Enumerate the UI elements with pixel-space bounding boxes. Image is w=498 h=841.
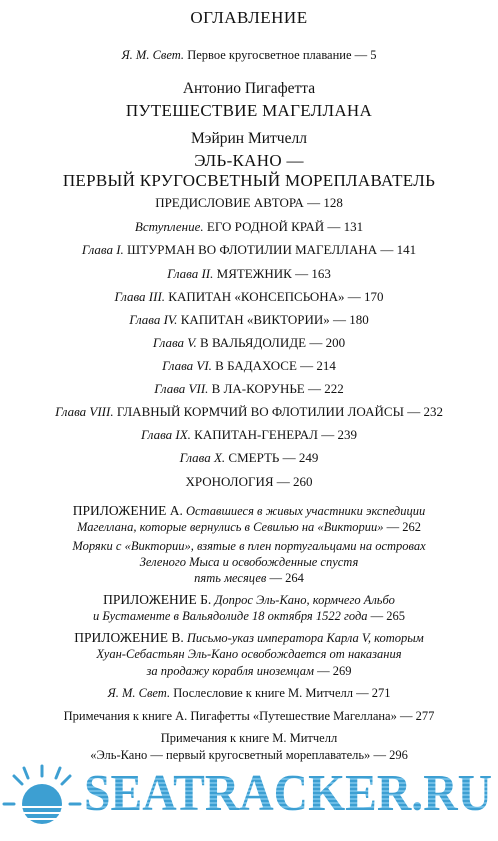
entry-title: СМЕРТЬ	[228, 450, 280, 465]
sailors-line3	[0, 571, 498, 586]
entry-title: ХРОНОЛОГИЯ	[185, 474, 274, 489]
appendix-text: Хуан-Себастьян Эль-Кано освобождается от наказания	[96, 647, 402, 661]
entry-page: — 5	[354, 48, 377, 62]
appendix-text: Письмо-указ императора Карла V, которым	[186, 631, 424, 645]
toc-entry-chapter	[0, 404, 498, 420]
entry-page: — 180	[333, 312, 369, 327]
appendix-label: ПРИЛОЖЕНИЕ А.	[72, 503, 183, 518]
toc-entry-chapter	[0, 358, 498, 374]
entry-label: Глава V.	[152, 335, 197, 350]
toc-entry-chapter	[0, 266, 498, 282]
sailors-line1	[0, 539, 498, 554]
sun-icon	[4, 766, 80, 824]
entry-page: — 249	[282, 450, 319, 465]
appendix-text: и Бустаменте в Вальядолиде 18 октября 1522 года	[92, 609, 368, 623]
toc-entry-chapter	[0, 335, 498, 351]
entry-page: — 269	[317, 664, 352, 678]
entry-page: — 131	[327, 219, 364, 234]
entry-page: — 232	[407, 404, 443, 419]
entry-label: Глава II.	[167, 266, 214, 281]
appendix-text: Магеллана, которые вернулись в Севилью на «Виктории»	[76, 520, 384, 534]
toc-entry-notes1	[0, 709, 498, 724]
entry-page: — 296	[373, 748, 408, 762]
toc-entry-chapter	[0, 381, 498, 397]
appendix-text: пять месяцев	[194, 571, 267, 585]
appendix-c-line3	[0, 664, 498, 679]
book2-title2-text: ПЕРВЫЙ КРУГОСВЕТНЫЙ МОРЕПЛАВАТЕЛЬ	[62, 171, 436, 190]
book1-author	[0, 80, 498, 98]
entry-label: Глава IX.	[141, 427, 191, 442]
entry-title: ЕГО РОДНОЙ КРАЙ	[206, 219, 325, 234]
toc-entry-chapter	[0, 312, 498, 328]
toc-entry-foreword	[0, 48, 498, 63]
toc-entry-preface	[0, 195, 498, 211]
appendix-text: Оставшиеся в живых участники экспедиции	[186, 504, 426, 518]
entry-title: ШТУРМАН ВО ФЛОТИЛИИ МАГЕЛЛАНА	[127, 242, 378, 257]
toc-heading	[0, 8, 498, 28]
book2-author	[0, 130, 498, 148]
entry-title: Примечания к книге А. Пигафетты «Путешествие Магеллана»	[63, 709, 397, 723]
entry-page: — 271	[356, 686, 391, 700]
entry-label: Вступление.	[134, 219, 204, 234]
appendix-text: Зеленого Мыса и освобожденные спустя	[139, 555, 359, 569]
appendix-text: Моряки с «Виктории», взятые в плен португальцами на островах	[72, 539, 426, 553]
entry-page: — 277	[399, 709, 435, 723]
toc-entry-afterword	[0, 686, 498, 701]
book2-title-line1	[0, 151, 498, 171]
book1-title-text: ПУТЕШЕСТВИЕ МАГЕЛЛАНА	[125, 101, 373, 120]
entry-title: КАПИТАН «ВИКТОРИИ»	[180, 312, 330, 327]
entry-label: Глава I.	[81, 242, 124, 257]
toc-entry-chapter	[0, 289, 498, 305]
book2-title1-text: ЭЛЬ-КАНО —	[194, 151, 304, 170]
entry-title: Послесловие к книге М. Митчелл	[173, 686, 353, 700]
entry-title: «Эль-Кано — первый кругосветный мореплаватель»	[90, 748, 371, 762]
book1-title	[0, 101, 498, 121]
watermark-text: SEATRACKER.RU	[84, 765, 492, 822]
entry-label: Глава VIII.	[55, 404, 114, 419]
book1-author-text: Антонио Пигафетта	[182, 80, 316, 97]
entry-title: Примечания к книге М. Митчелл	[160, 731, 338, 745]
toc-entry-chronology	[0, 474, 498, 490]
entry-label: Глава III.	[114, 289, 166, 304]
toc-heading-text: ОГЛАВЛЕНИЕ	[190, 8, 308, 27]
entry-page: — 163	[295, 266, 331, 281]
toc-entry-intro	[0, 219, 498, 235]
entry-author: Я. М. Свет.	[107, 686, 171, 700]
appendix-a-line1	[0, 503, 498, 519]
toc-entry-chapter	[0, 427, 498, 443]
toc-entry-notes2-line1	[0, 731, 498, 746]
appendix-b-line1	[0, 592, 498, 608]
book2-title-line2	[0, 171, 498, 191]
entry-title: МЯТЕЖНИК	[216, 266, 292, 281]
entry-title: КАПИТАН-ГЕНЕРАЛ	[194, 427, 318, 442]
entry-page: — 260	[276, 474, 313, 489]
entry-page: — 264	[269, 571, 304, 585]
entry-author: Я. М. Свет.	[121, 48, 185, 62]
entry-page: — 262	[386, 520, 422, 534]
entry-label: Глава VI.	[162, 358, 212, 373]
entry-page: — 141	[380, 242, 417, 257]
entry-title: Первое кругосветное плавание	[187, 48, 352, 62]
appendix-b-line2	[0, 609, 498, 624]
appendix-text: Допрос Эль-Кано, кормчего Альбо	[214, 593, 395, 607]
appendix-text: за продажу корабля иноземцам	[146, 664, 314, 678]
toc-entry-chapter	[0, 242, 498, 258]
entry-page: — 222	[308, 381, 344, 396]
entry-page: — 265	[370, 609, 406, 623]
entry-label: Глава X.	[179, 450, 226, 465]
entry-title: КАПИТАН «КОНСЕПСЬОНА»	[168, 289, 345, 304]
sailors-line2	[0, 555, 498, 570]
entry-label: Глава IV.	[129, 312, 178, 327]
appendix-label: ПРИЛОЖЕНИЕ В.	[74, 630, 184, 645]
entry-title: ГЛАВНЫЙ КОРМЧИЙ ВО ФЛОТИЛИИ ЛОАЙСЫ	[116, 404, 404, 419]
entry-page: — 128	[307, 195, 343, 210]
entry-title: ПРЕДИСЛОВИЕ АВТОРА	[155, 195, 304, 210]
appendix-a-line2	[0, 520, 498, 535]
entry-page: — 239	[321, 427, 357, 442]
entry-title: В ЛА-КОРУНЬЕ	[211, 381, 305, 396]
entry-label: Глава VII.	[154, 381, 209, 396]
appendix-c-line1	[0, 630, 498, 646]
entry-title: В БАДАХОСЕ	[215, 358, 297, 373]
toc-entry-chapter	[0, 450, 498, 466]
entry-page: — 170	[347, 289, 384, 304]
appendix-label: ПРИЛОЖЕНИЕ Б.	[103, 592, 212, 607]
entry-page: — 200	[309, 335, 346, 350]
watermark-logo	[0, 752, 498, 832]
book2-author-text: Мэйрин Митчелл	[191, 130, 307, 147]
entry-title: В ВАЛЬЯДОЛИДЕ	[200, 335, 307, 350]
appendix-c-line2	[0, 647, 498, 662]
entry-page: — 214	[300, 358, 336, 373]
